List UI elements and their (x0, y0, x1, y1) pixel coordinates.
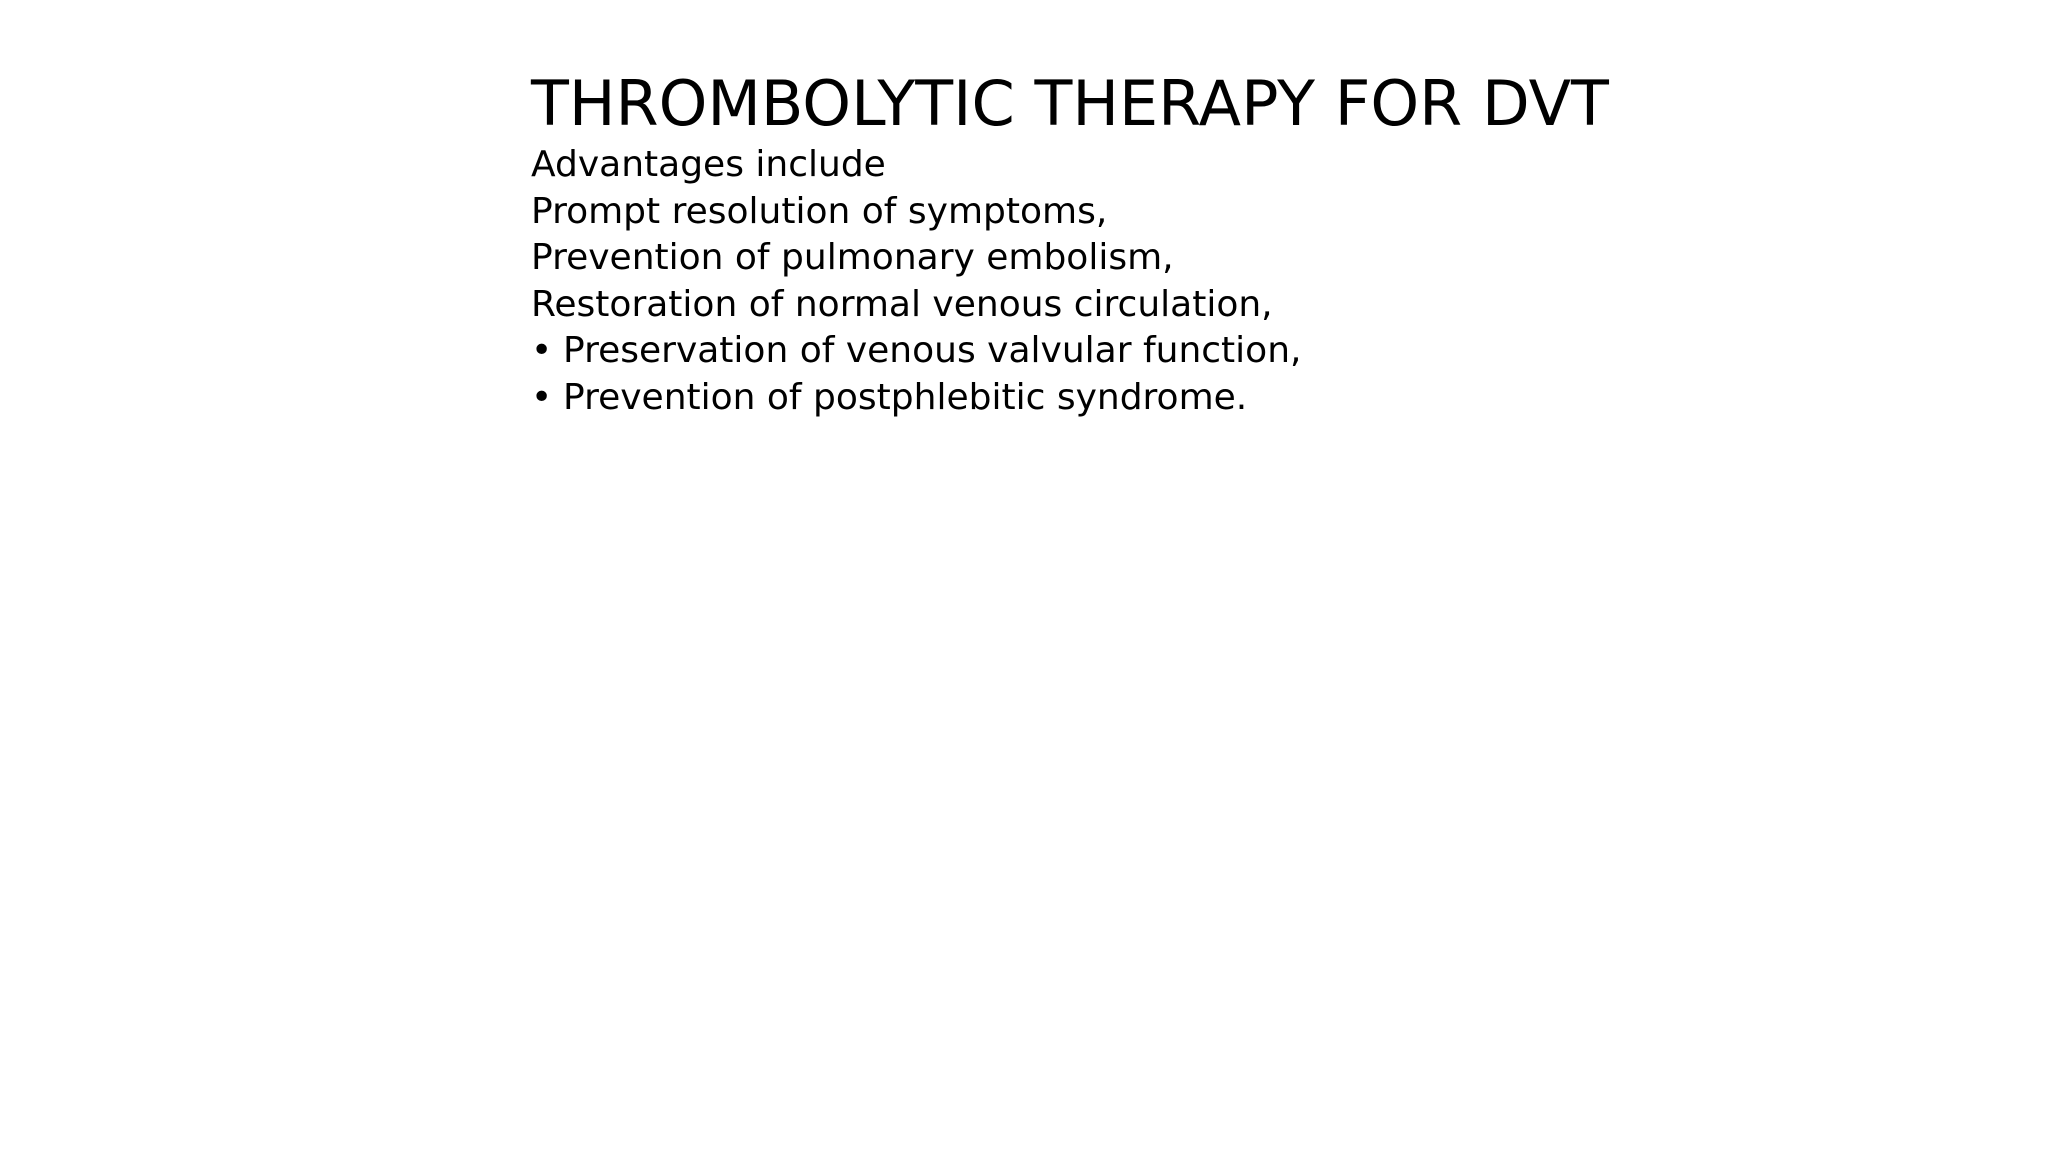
line-text: Restoration of normal venous circulation, (531, 283, 1273, 325)
content-line-postphlebitic (531, 375, 1731, 422)
content-line-advantages (531, 142, 1731, 189)
content-line-embolism (531, 235, 1731, 282)
line-text: Prevention of postphlebitic syndrome. (563, 376, 1248, 418)
line-text: Prevention of pulmonary embolism, (531, 237, 1174, 278)
bullet-icon: • (531, 330, 553, 371)
content-lines (531, 142, 1731, 421)
line-text: Prompt resolution of symptoms, (531, 190, 1108, 232)
slide-title: THROMBOLYTIC THERAPY FOR DVT (531, 67, 1609, 140)
content-line-circulation (531, 282, 1731, 329)
slide-content (531, 66, 1731, 421)
content-line-symptoms (531, 189, 1731, 236)
line-text: Preservation of venous valvular function, (563, 330, 1302, 371)
line-text: Advantages include (531, 144, 886, 185)
content-line-valvular (531, 328, 1731, 375)
bullet-icon: • (531, 376, 553, 418)
